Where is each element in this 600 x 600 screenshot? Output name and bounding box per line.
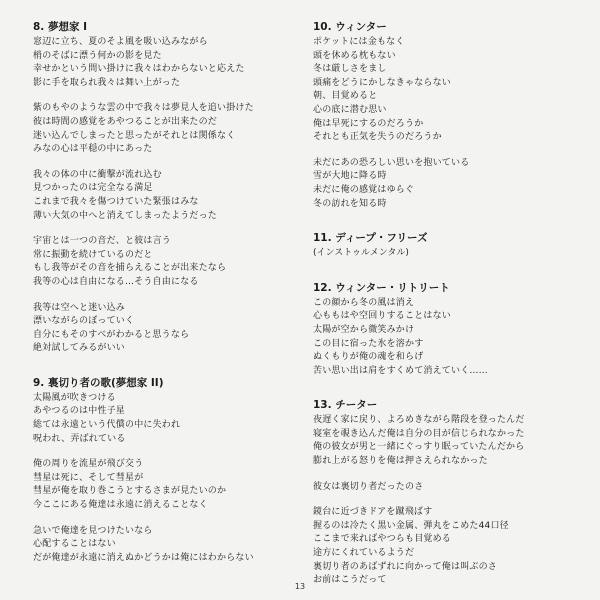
lyric-line: 呪われ、弄ばれている [33, 433, 126, 444]
song-9 [33, 376, 295, 566]
lyric-line: 苦い思い出は肩をすくめて消えていく…… [313, 365, 488, 376]
stanza [33, 102, 295, 156]
lyric-line: 絶対試してみるがいい [33, 343, 126, 354]
lyric-line: この目に宿った氷を溶かす [313, 338, 424, 349]
lyric-line: 朝、目覚めると [313, 91, 378, 102]
lyric-line: 未だにあの恐ろしい思いを抱いている [313, 157, 470, 168]
lyric-line: 今ここにある俺達は永遠に消えることなく [33, 500, 208, 511]
lyric-line: 常に振動を続けているのだと [33, 249, 153, 260]
song-title: 13. チーター [313, 399, 378, 412]
song-title: 9. 裏切り者の歌(夢想家 II) [33, 376, 164, 389]
lyric-line: 心の底に潜む思い [313, 104, 387, 115]
lyric-line: もし我等がその音を捕らえることが出来たなら [33, 263, 227, 274]
lyric-line: 未だに俺の感覚はゆらぐ [313, 184, 415, 195]
lyric-line: 太陽が空から微笑みかけ [313, 324, 415, 335]
lyric-line: 紫のもやのような雲の中で我々は夢見人を追い掛けた [33, 103, 254, 114]
lyric-line: 膨れ上がる怒りを俺は押さえられなかった [313, 456, 488, 467]
lyric-line: 夜遅く家に戻り、よろめきながら階段を登ったんだ [313, 415, 525, 426]
song-10 [313, 20, 583, 211]
lyric-line: 迷い込んでしまったと思ったがそれとは関係なく [33, 130, 236, 141]
lyric-line: みなの心は平穏の中にあった [33, 144, 153, 155]
lyric-line: 総ては永遠という代償の中に失われ [33, 420, 181, 431]
lyric-line: この顔から冬の風は消え [313, 297, 415, 308]
lyric-line: 心ももはや空回りすることはない [313, 311, 452, 322]
lyric-line: 急いで俺達を見つけたいなら [33, 525, 153, 536]
lyric-line: ぬくもりが俺の魂を和らげ [313, 352, 424, 363]
song-title: 12. ウィンター・リトリート [313, 281, 450, 294]
song-11 [313, 231, 583, 261]
lyric-line: 彗星は死に、そして彗星が [33, 472, 144, 483]
lyric-line: 雪が大地に降る時 [313, 171, 387, 182]
lyric-line: だが俺達が永遠に消えぬかどうかは俺にはわからない [33, 552, 254, 563]
stanza [33, 302, 295, 356]
lyric-line: 宇宙とは一つの音だ、と彼は言う [33, 236, 172, 247]
song-title: 11. ディープ・フリーズ [313, 232, 428, 245]
stanza [33, 458, 295, 512]
lyric-line: ポケットには金もなく [313, 37, 405, 47]
lyric-line: 頭を休める枕もない [313, 50, 396, 61]
stanza [313, 414, 583, 468]
lyric-line: 俺は早死にするのだろうか [313, 118, 424, 129]
lyric-line: 俺の彼女が男と一緒にぐっすり眠っていたんだから [313, 442, 525, 453]
stanza [313, 297, 583, 379]
lyric-line: 冬は厳しさをまし [313, 64, 387, 75]
stanza [33, 235, 295, 289]
song-12 [313, 281, 583, 379]
lyric-line: 心配することはない [33, 539, 116, 550]
song-subtitle: (インストゥルメンタル) [313, 248, 409, 259]
left-column [33, 20, 295, 577]
lyric-line: お前はこうだって [313, 575, 387, 586]
lyric-line: 自分にもそのすべがわかると思うなら [33, 329, 190, 340]
stanza [313, 157, 583, 211]
lyric-line: 我等は空へと迷い込み [33, 302, 126, 313]
page-number: 13 [294, 582, 306, 591]
lyric-line: 薄い大気の中へと消えてしまったようだった [33, 210, 218, 221]
stanza [33, 525, 295, 566]
lyric-line: 彗星が俺を取り巻こうとするさまが見たいのか [33, 486, 227, 497]
lyric-line: 握るのは冷たく黒い金属、弾丸をこめた44口径 [313, 520, 509, 531]
lyric-line: 漂いながらのぼっていく [33, 316, 135, 327]
stanza [33, 392, 295, 446]
lyric-line: 寝室を覗き込んだ俺は自分の目が信じられなかった [313, 428, 525, 439]
lyric-line: それとも正気を失うのだろうか [313, 132, 442, 143]
song-8 [33, 20, 295, 356]
stanza [33, 36, 295, 90]
lyric-line: 途方にくれているようだ [313, 548, 415, 559]
lyric-line: 我々の体の中に衝撃が流れ込む [33, 169, 162, 180]
song-13 [313, 398, 583, 588]
stanza [313, 506, 583, 588]
right-column [313, 20, 583, 600]
lyric-line: 冬の訪れを知る時 [313, 198, 387, 209]
stanza [313, 481, 583, 495]
lyric-line: ここまで来ればやつらも目覚める [313, 534, 452, 545]
lyric-line: 彼女は裏切り者だったのさ [313, 481, 424, 492]
lyric-line: これまで我々を傷つけていた緊張はみな [33, 196, 199, 207]
lyric-line: 窓辺に立ち、夏のそよ風を吸い込みながら [33, 37, 208, 47]
lyric-line: 見つかったのは完全なる満足 [33, 183, 153, 194]
song-title: 10. ウィンター [313, 21, 387, 33]
lyric-line: あやつるのは中性子星 [33, 406, 126, 417]
lyric-line: 鏡台に近づきドアを蹴飛ばす [313, 507, 433, 518]
lyric-line: 幸せかという問い掛けに我々はわからないと応えた [33, 64, 245, 75]
stanza [313, 36, 583, 145]
lyric-line: 太陽風が吹きつける [33, 392, 116, 403]
lyric-line: 俺の周りを流星が飛び交う [33, 459, 144, 470]
song-title: 8. 夢想家 I [33, 21, 88, 33]
lyric-line: 影に手を取られ我々は舞い上がった [33, 77, 181, 88]
lyric-line: 頭痛をどうにかしなきゃならない [313, 77, 452, 88]
lyric-line: 彼は時間の感覚をあやつることが出来たのだ [33, 116, 218, 127]
lyric-line: 裏切り者のあばずれに向かって俺は叫ぶのさ [313, 561, 498, 572]
stanza [33, 169, 295, 223]
lyric-line: 梢のそばに漂う何かの影を見た [33, 50, 162, 61]
lyric-line: 我等の心は自由になる…そう自由になる [33, 276, 199, 287]
